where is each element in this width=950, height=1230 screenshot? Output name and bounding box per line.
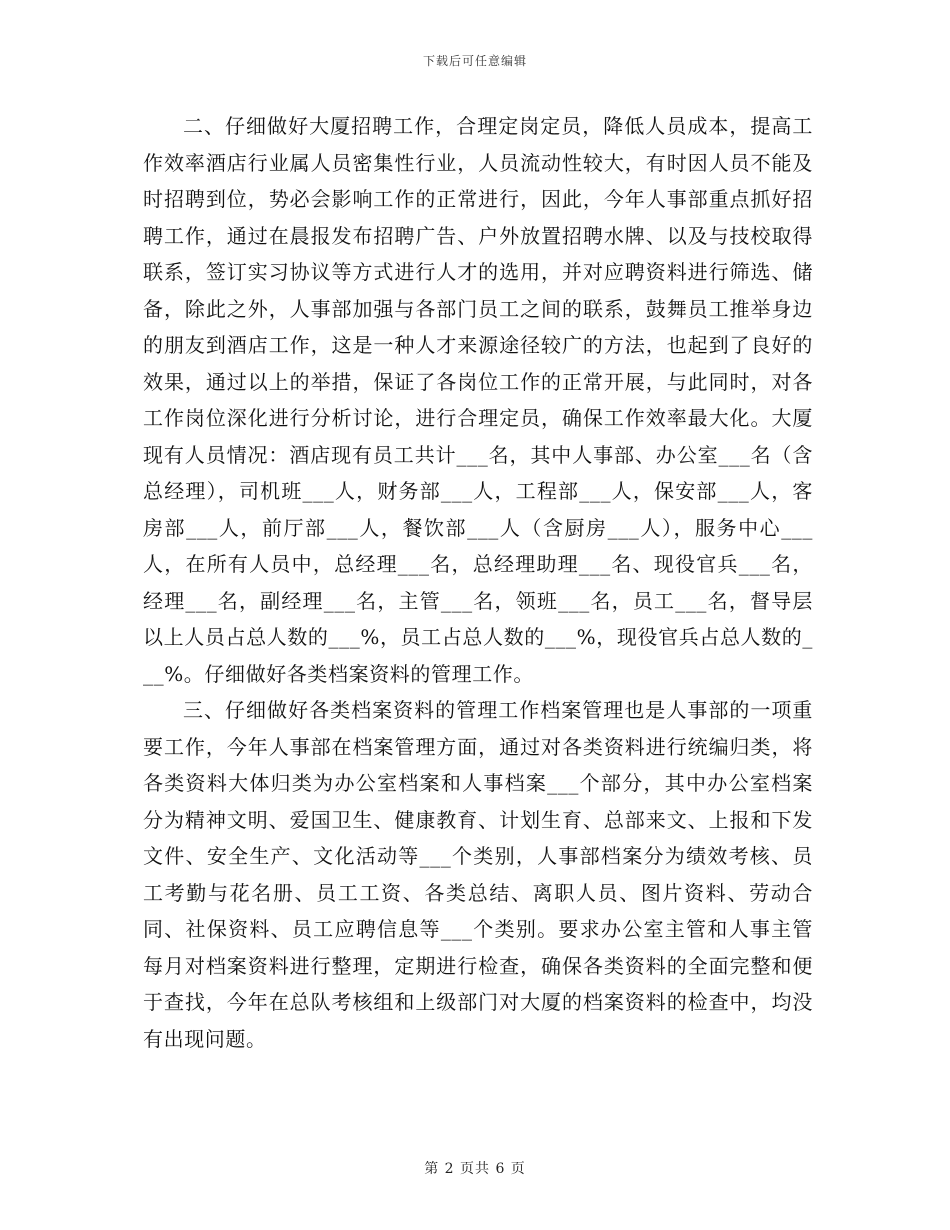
paragraph-recruitment: 二、仔细做好大厦招聘工作，合理定岗定员，降低人员成本，提高工作效率酒店行业属人员密集性行业，人员流动性较大，有时因人员不能及时招聘到位，势必会影响工作的正常进行，因此，今年人事部重点抓好招聘工作，通过在晨报发布招聘广告、户外放置招聘水牌、以及与技校取得联系，签订实习协议等方式进行人才的选用，并对应聘资料进行筛选、储备，除此之外，人事部加强与各部门员工之间的联系，鼓舞员工推举身边的朋友到酒店工作，这是一种人才来源途径较广的方法，也起到了良好的效果，通过以上的举措，保证了各岗位工作的正常开展，与此同时，对各工作岗位深化进行分析讨论，进行合理定员，确保工作效率最大化。大厦现有人员情况：酒店现有员工共计___名，其中人事部、办公室___名（含总经理），司机班___人，财务部___人，工程部___人，保安部___人，客房部___人，前厅部___人，餐饮部___人（含厨房___人），服务中心___人，在所有人员中，总经理___名，总经理助理___名、现役官兵___名，经理___名，副经理___名，主管___名，领班___名，员工___名，督导层以上人员占总人数的___%，员工占总人数的___%，现役官兵占总人数的___%。仔细做好各类档案资料的管理工作。 xyxy=(143,114,813,686)
document-body xyxy=(143,108,813,1057)
paragraph-archives: 三、仔细做好各类档案资料的管理工作档案管理也是人事部的一项重要工作，今年人事部在档案管理方面，通过对各类资料进行统编归类，将各类资料大体归类为办公室档案和人事档案___个部分，其中办公室档案分为精神文明、爱国卫生、健康教育、计划生育、总部来文、上报和下发文件、安全生产、文化活动等___个类别，人事部档案分为绩效考核、员工考勤与花名册、员工工资、各类总结、离职人员、图片资料、劳动合同、社保资料、员工应聘信息等___个类别。要求办公室主管和人事主管每月对档案资料进行整理，定期进行检查，确保各类资料的全面完整和便于查找，今年在总队考核组和上级部门对大厦的档案资料的检查中，均没有出现问题。 xyxy=(143,698,813,1051)
page-header-note: 下载后可任意编辑 xyxy=(422,54,527,68)
page-number: 第 2 页共 6 页 xyxy=(424,1161,526,1177)
